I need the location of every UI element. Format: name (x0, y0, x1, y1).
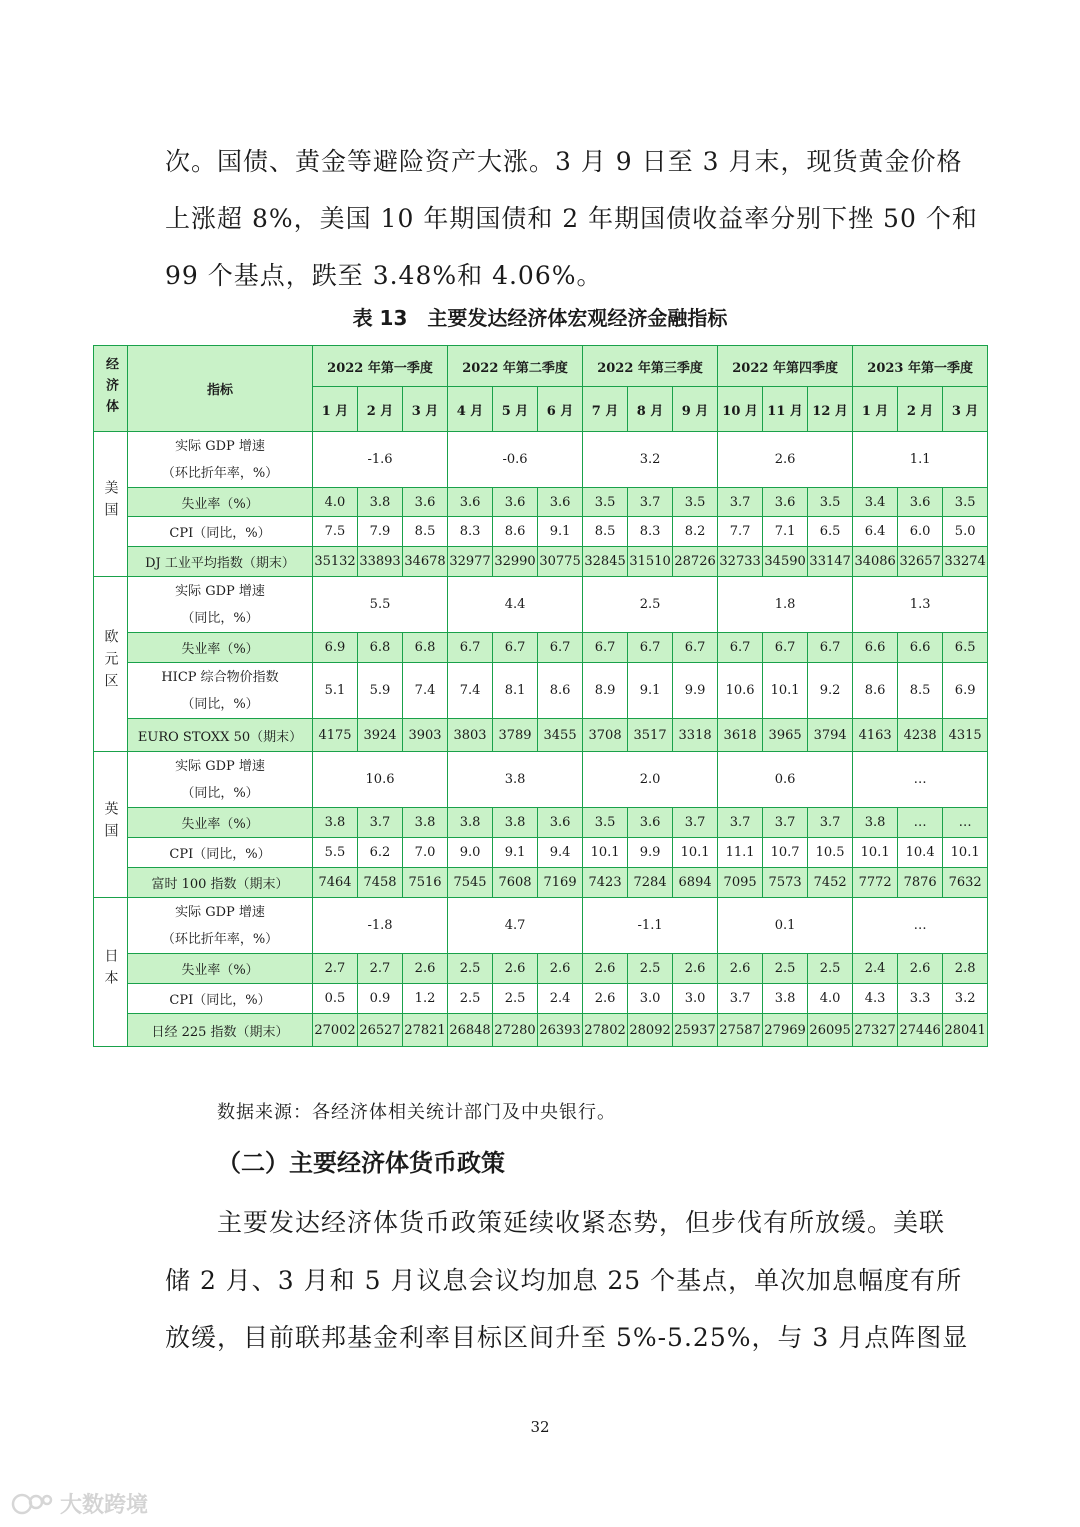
month-value-cell: 3.3 (898, 984, 943, 1014)
month-value-cell: 3803 (448, 719, 493, 752)
month-value-cell: 3.6 (538, 488, 583, 517)
quarter-value-cell: 1.3 (853, 577, 988, 633)
month-value-cell: 3.8 (493, 808, 538, 838)
month-value-cell: 28092 (628, 1014, 673, 1047)
header-month: 9 月 (673, 387, 718, 432)
table-row (94, 984, 988, 1014)
header-indicator: 指标 (128, 346, 313, 432)
month-value-cell: 7.1 (763, 517, 808, 547)
month-value-cell: 9.1 (538, 517, 583, 547)
month-value-cell: 31510 (628, 547, 673, 577)
month-value-cell: 3455 (538, 719, 583, 752)
month-value-cell: 6.8 (403, 633, 448, 663)
month-value-cell: 5.1 (313, 663, 358, 719)
month-value-cell: 3.6 (448, 488, 493, 517)
indicator-label-line: （同比，%） (181, 610, 259, 626)
month-value-cell: … (943, 808, 988, 838)
month-value-cell: 7464 (313, 868, 358, 898)
month-value-cell: 2.5 (763, 954, 808, 984)
month-value-cell: 9.9 (628, 838, 673, 868)
month-value-cell: 2.5 (448, 954, 493, 984)
month-value-cell: … (898, 808, 943, 838)
month-value-cell: 25937 (673, 1014, 718, 1047)
table-title: 表 13 主要发达经济体宏观经济金融指标 (352, 306, 728, 330)
header-month: 3 月 (403, 387, 448, 432)
month-value-cell: 10.1 (943, 838, 988, 868)
month-value-cell: 33893 (358, 547, 403, 577)
month-value-cell: 27802 (583, 1014, 628, 1047)
month-value-cell: 3.6 (403, 488, 448, 517)
month-value-cell: 33147 (808, 547, 853, 577)
month-value-cell: 2.6 (538, 954, 583, 984)
indicator-label: 失业率（%） (128, 488, 313, 517)
month-value-cell: 2.7 (313, 954, 358, 984)
month-value-cell: 5.0 (943, 517, 988, 547)
indicator-label-line: （同比，%） (181, 696, 259, 712)
economy-cell (94, 432, 128, 577)
month-value-cell: 8.9 (583, 663, 628, 719)
month-value-cell: 3.6 (628, 808, 673, 838)
header-month: 2 月 (898, 387, 943, 432)
header-month: 2 月 (358, 387, 403, 432)
month-value-cell: 8.6 (853, 663, 898, 719)
month-value-cell: 7772 (853, 868, 898, 898)
month-value-cell: 28726 (673, 547, 718, 577)
month-value-cell: 32733 (718, 547, 763, 577)
indicator-label: DJ 工业平均指数（期末） (128, 547, 313, 577)
month-value-cell: 3794 (808, 719, 853, 752)
month-value-cell: 0.9 (358, 984, 403, 1014)
month-value-cell: 0.5 (313, 984, 358, 1014)
economy-name: 美国 (102, 480, 119, 524)
month-value-cell: 35132 (313, 547, 358, 577)
header-month: 10 月 (718, 387, 763, 432)
indicator-label-line: （同比，%） (181, 785, 259, 801)
month-value-cell: 6.7 (493, 633, 538, 663)
month-value-cell: 9.1 (493, 838, 538, 868)
month-value-cell: 6.9 (943, 663, 988, 719)
quarter-value-cell: -0.6 (448, 432, 583, 488)
month-value-cell: 7.4 (403, 663, 448, 719)
quarter-value-cell: 4.7 (448, 898, 583, 954)
month-value-cell: 7458 (358, 868, 403, 898)
indicator-label: CPI（同比，%） (128, 517, 313, 547)
month-value-cell: 10.4 (898, 838, 943, 868)
month-value-cell: 4.3 (853, 984, 898, 1014)
quarter-value-cell: -1.1 (583, 898, 718, 954)
month-value-cell: 6894 (673, 868, 718, 898)
month-value-cell: 10.7 (763, 838, 808, 868)
month-value-cell: 2.6 (583, 984, 628, 1014)
month-value-cell: 3924 (358, 719, 403, 752)
table-row (94, 663, 988, 719)
economy-name: 英国 (102, 800, 119, 845)
intro-line-3: 99 个基点，跌至 3.48%和 4.06%。 (165, 261, 603, 290)
quarter-value-cell: 1.1 (853, 432, 988, 488)
page-number: 32 (530, 1418, 550, 1436)
month-value-cell: 7.5 (313, 517, 358, 547)
month-value-cell: 3708 (583, 719, 628, 752)
month-value-cell: 8.2 (673, 517, 718, 547)
month-value-cell: 6.7 (763, 633, 808, 663)
month-value-cell: 3.6 (898, 488, 943, 517)
economy-cell (94, 577, 128, 752)
indicator-label: CPI（同比，%） (128, 838, 313, 868)
month-value-cell: 7573 (763, 868, 808, 898)
month-value-cell: 3.7 (628, 488, 673, 517)
macro-indicators-table (93, 345, 988, 1047)
month-value-cell: 4315 (943, 719, 988, 752)
table-row (94, 1014, 988, 1047)
month-value-cell: 3.2 (943, 984, 988, 1014)
body-line-2: 储 2 月、3 月和 5 月议息会议均加息 25 个基点，单次加息幅度有所 (165, 1266, 963, 1295)
header-quarter: 2022 年第三季度 (583, 346, 718, 387)
month-value-cell: 32845 (583, 547, 628, 577)
watermark-text: 大数跨境 (60, 1493, 149, 1518)
header-quarter: 2022 年第四季度 (718, 346, 853, 387)
indicator-label (128, 752, 313, 808)
month-value-cell: 2.7 (358, 954, 403, 984)
indicator-label: 失业率（%） (128, 633, 313, 663)
table-row (94, 898, 988, 954)
indicator-label: CPI（同比，%） (128, 984, 313, 1014)
month-value-cell: 3.8 (358, 488, 403, 517)
month-value-cell: 34086 (853, 547, 898, 577)
header-month: 8 月 (628, 387, 673, 432)
month-value-cell: 3.7 (808, 808, 853, 838)
month-value-cell: 3.5 (673, 488, 718, 517)
economy-name: 日本 (102, 948, 119, 992)
indicator-label: 日经 225 指数（期末） (128, 1014, 313, 1047)
month-value-cell: 32990 (493, 547, 538, 577)
month-value-cell: 9.4 (538, 838, 583, 868)
header-economy: 经济体 (94, 346, 128, 432)
month-value-cell: 3.4 (853, 488, 898, 517)
quarter-value-cell: … (853, 898, 988, 954)
month-value-cell: 7.9 (358, 517, 403, 547)
economy-cell (94, 898, 128, 1047)
header-month: 6 月 (538, 387, 583, 432)
header-month: 7 月 (583, 387, 628, 432)
month-value-cell: 1.2 (403, 984, 448, 1014)
month-value-cell: 7452 (808, 868, 853, 898)
month-value-cell: 32657 (898, 547, 943, 577)
intro-line-2: 上涨超 8%，美国 10 年期国债和 2 年期国债收益率分别下挫 50 个和 (165, 204, 978, 233)
intro-line-1: 次。国债、黄金等避险资产大涨。3 月 9 日至 3 月末，现货黄金价格 (165, 147, 963, 176)
month-value-cell: 3.6 (493, 488, 538, 517)
month-value-cell: 2.6 (493, 954, 538, 984)
month-value-cell: 2.4 (853, 954, 898, 984)
month-value-cell: 4.0 (808, 984, 853, 1014)
month-value-cell: 3.0 (628, 984, 673, 1014)
header-month: 1 月 (853, 387, 898, 432)
month-value-cell: 4163 (853, 719, 898, 752)
month-value-cell: 8.6 (538, 663, 583, 719)
month-value-cell: 6.7 (628, 633, 673, 663)
month-value-cell: 3.6 (763, 488, 808, 517)
month-value-cell: 8.5 (898, 663, 943, 719)
header-quarter: 2022 年第一季度 (313, 346, 448, 387)
month-value-cell: 27280 (493, 1014, 538, 1047)
month-value-cell: 27002 (313, 1014, 358, 1047)
month-value-cell: 3.8 (448, 808, 493, 838)
table-row (94, 838, 988, 868)
month-value-cell: 28041 (943, 1014, 988, 1047)
month-value-cell: 7169 (538, 868, 583, 898)
indicator-label-line: 实际 GDP 增速 (175, 438, 265, 454)
month-value-cell: 6.8 (358, 633, 403, 663)
table-body (94, 432, 988, 1047)
quarter-value-cell: … (853, 752, 988, 808)
month-value-cell: 2.5 (493, 984, 538, 1014)
month-value-cell: 2.5 (628, 954, 673, 984)
indicator-label: 失业率（%） (128, 954, 313, 984)
month-value-cell: 3.8 (853, 808, 898, 838)
quarter-value-cell: 1.8 (718, 577, 853, 633)
macro-table-wrapper (93, 345, 988, 1047)
quarter-value-cell: 5.5 (313, 577, 448, 633)
indicator-label-line: 实际 GDP 增速 (175, 758, 265, 774)
month-value-cell: 8.1 (493, 663, 538, 719)
month-value-cell: 3.7 (718, 488, 763, 517)
month-value-cell: 26527 (358, 1014, 403, 1047)
month-value-cell: 10.5 (808, 838, 853, 868)
month-value-cell: 6.9 (313, 633, 358, 663)
month-value-cell: 7284 (628, 868, 673, 898)
body-line-1: 主要发达经济体货币政策延续收紧态势，但步伐有所放缓。美联 (217, 1208, 946, 1237)
body-line-3: 放缓，目前联邦基金利率目标区间升至 5%-5.25%，与 3 月点阵图显 (165, 1323, 969, 1352)
month-value-cell: 6.6 (898, 633, 943, 663)
month-value-cell: 3.8 (313, 808, 358, 838)
quarter-value-cell: 0.1 (718, 898, 853, 954)
header-month: 11 月 (763, 387, 808, 432)
month-value-cell: 6.0 (898, 517, 943, 547)
table-row (94, 633, 988, 663)
month-value-cell: 10.1 (673, 838, 718, 868)
month-value-cell: 30775 (538, 547, 583, 577)
month-value-cell: 7423 (583, 868, 628, 898)
month-value-cell: 26095 (808, 1014, 853, 1047)
indicator-label-line: 实际 GDP 增速 (175, 583, 265, 599)
indicator-label: 失业率（%） (128, 808, 313, 838)
month-value-cell: 7.7 (718, 517, 763, 547)
month-value-cell: 26848 (448, 1014, 493, 1047)
quarter-value-cell: 3.2 (583, 432, 718, 488)
month-value-cell: 27327 (853, 1014, 898, 1047)
month-value-cell: 34590 (763, 547, 808, 577)
header-month: 12 月 (808, 387, 853, 432)
month-value-cell: 7876 (898, 868, 943, 898)
table-row (94, 517, 988, 547)
month-value-cell: 3.7 (718, 808, 763, 838)
month-value-cell: 3517 (628, 719, 673, 752)
month-value-cell: 3618 (718, 719, 763, 752)
month-value-cell: 6.5 (808, 517, 853, 547)
indicator-label-line: 实际 GDP 增速 (175, 904, 265, 920)
header-month: 1 月 (313, 387, 358, 432)
month-value-cell: 10.1 (583, 838, 628, 868)
month-value-cell: 3.7 (763, 808, 808, 838)
month-value-cell: 3789 (493, 719, 538, 752)
month-value-cell: 32977 (448, 547, 493, 577)
month-value-cell: 3.7 (358, 808, 403, 838)
month-value-cell: 27587 (718, 1014, 763, 1047)
month-value-cell: 3.5 (808, 488, 853, 517)
section-heading: （二）主要经济体货币政策 (217, 1149, 505, 1177)
month-value-cell: 9.9 (673, 663, 718, 719)
month-value-cell: 3.0 (673, 984, 718, 1014)
month-value-cell: 8.3 (628, 517, 673, 547)
month-value-cell: 3.6 (538, 808, 583, 838)
indicator-label (128, 898, 313, 954)
month-value-cell: 6.7 (538, 633, 583, 663)
quarter-value-cell: 3.8 (448, 752, 583, 808)
table-row (94, 488, 988, 517)
month-value-cell: 2.8 (943, 954, 988, 984)
quarter-value-cell: 10.6 (313, 752, 448, 808)
month-value-cell: 2.5 (808, 954, 853, 984)
table-row (94, 868, 988, 898)
month-value-cell: 2.6 (583, 954, 628, 984)
month-value-cell: 10.6 (718, 663, 763, 719)
month-value-cell: 2.6 (898, 954, 943, 984)
month-value-cell: 9.2 (808, 663, 853, 719)
month-value-cell: 6.5 (943, 633, 988, 663)
month-value-cell: 6.7 (583, 633, 628, 663)
quarter-value-cell: 0.6 (718, 752, 853, 808)
table-row (94, 719, 988, 752)
table-row (94, 954, 988, 984)
month-value-cell: 2.6 (718, 954, 763, 984)
quarter-value-cell: -1.8 (313, 898, 448, 954)
month-value-cell: 2.6 (673, 954, 718, 984)
indicator-label (128, 432, 313, 488)
source-note: 数据来源：各经济体相关统计部门及中央银行。 (217, 1102, 616, 1123)
month-value-cell: 4.0 (313, 488, 358, 517)
month-value-cell: 5.9 (358, 663, 403, 719)
indicator-label-line: （环比折年率，%） (161, 931, 279, 947)
month-value-cell: 6.7 (448, 633, 493, 663)
month-value-cell: 8.6 (493, 517, 538, 547)
watermark (10, 1488, 148, 1519)
month-value-cell: 10.1 (853, 838, 898, 868)
month-value-cell: 3.5 (943, 488, 988, 517)
month-value-cell: 3.5 (583, 488, 628, 517)
month-value-cell: 6.6 (853, 633, 898, 663)
month-value-cell: 27969 (763, 1014, 808, 1047)
month-value-cell: 3318 (673, 719, 718, 752)
month-value-cell: 2.5 (448, 984, 493, 1014)
month-value-cell: 7608 (493, 868, 538, 898)
month-value-cell: 5.5 (313, 838, 358, 868)
month-value-cell: 2.4 (538, 984, 583, 1014)
month-value-cell: 4238 (898, 719, 943, 752)
month-value-cell: 27821 (403, 1014, 448, 1047)
header-month: 4 月 (448, 387, 493, 432)
month-value-cell: 6.7 (718, 633, 763, 663)
watermark-logo-icon (10, 1491, 54, 1517)
month-value-cell: 3.5 (583, 808, 628, 838)
month-value-cell: 3.8 (403, 808, 448, 838)
quarter-value-cell: 2.5 (583, 577, 718, 633)
indicator-label (128, 577, 313, 633)
indicator-label (128, 663, 313, 719)
indicator-label: 富时 100 指数（期末） (128, 868, 313, 898)
indicator-label-line: （环比折年率，%） (161, 465, 279, 481)
table-row (94, 577, 988, 633)
month-value-cell: 3.8 (763, 984, 808, 1014)
quarter-value-cell: 2.0 (583, 752, 718, 808)
economy-name: 欧元区 (102, 629, 119, 695)
quarter-value-cell: 2.6 (718, 432, 853, 488)
month-value-cell: 7545 (448, 868, 493, 898)
economy-cell (94, 752, 128, 898)
table-row (94, 547, 988, 577)
month-value-cell: 8.5 (583, 517, 628, 547)
month-value-cell: 27446 (898, 1014, 943, 1047)
month-value-cell: 10.1 (763, 663, 808, 719)
month-value-cell: 7.4 (448, 663, 493, 719)
month-value-cell: 26393 (538, 1014, 583, 1047)
month-value-cell: 7632 (943, 868, 988, 898)
table-row (94, 752, 988, 808)
header-month: 3 月 (943, 387, 988, 432)
month-value-cell: 7516 (403, 868, 448, 898)
table-row (94, 432, 988, 488)
month-value-cell: 7095 (718, 868, 763, 898)
quarter-value-cell: 4.4 (448, 577, 583, 633)
month-value-cell: 6.2 (358, 838, 403, 868)
month-value-cell: 7.0 (403, 838, 448, 868)
month-value-cell: 6.7 (673, 633, 718, 663)
month-value-cell: 11.1 (718, 838, 763, 868)
indicator-label: EURO STOXX 50（期末） (128, 719, 313, 752)
month-value-cell: 6.7 (808, 633, 853, 663)
table-row (94, 808, 988, 838)
header-month: 5 月 (493, 387, 538, 432)
month-value-cell: 6.4 (853, 517, 898, 547)
month-value-cell: 4175 (313, 719, 358, 752)
month-value-cell: 3903 (403, 719, 448, 752)
header-quarter: 2023 年第一季度 (853, 346, 988, 387)
month-value-cell: 2.6 (403, 954, 448, 984)
month-value-cell: 3.7 (673, 808, 718, 838)
month-value-cell: 3965 (763, 719, 808, 752)
header-quarter: 2022 年第二季度 (448, 346, 583, 387)
month-value-cell: 33274 (943, 547, 988, 577)
month-value-cell: 9.1 (628, 663, 673, 719)
indicator-label-line: HICP 综合物价指数 (161, 669, 279, 685)
month-value-cell: 34678 (403, 547, 448, 577)
month-value-cell: 3.7 (718, 984, 763, 1014)
month-value-cell: 8.3 (448, 517, 493, 547)
month-value-cell: 9.0 (448, 838, 493, 868)
month-value-cell: 8.5 (403, 517, 448, 547)
quarter-value-cell: -1.6 (313, 432, 448, 488)
